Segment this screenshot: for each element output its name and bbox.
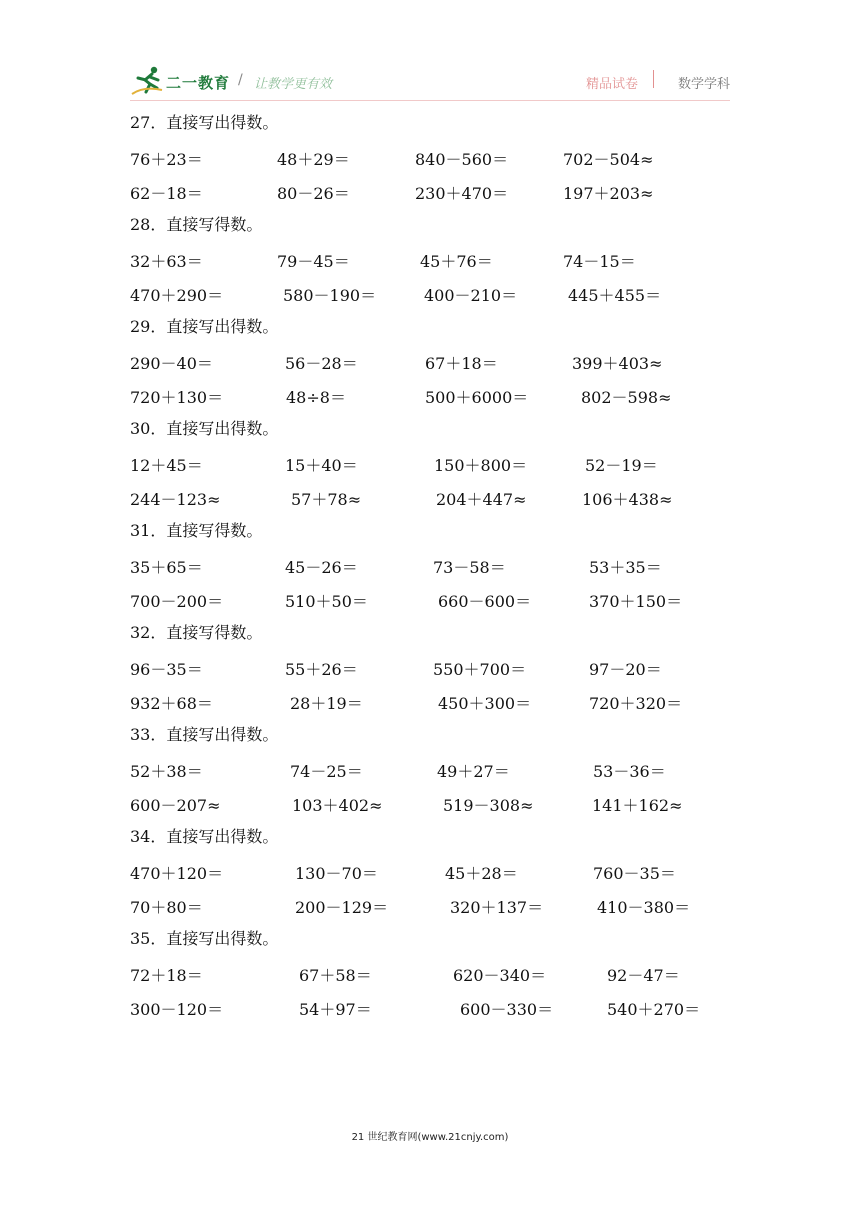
math-problem: 519－308≈ [443, 796, 534, 815]
problem-row [130, 244, 730, 278]
math-problem: 67＋58＝ [299, 966, 372, 985]
problem-row [130, 958, 730, 992]
math-problem: 370＋150＝ [589, 592, 683, 611]
math-problem: 700－200＝ [130, 592, 224, 611]
math-problem: 150＋800＝ [434, 456, 528, 475]
math-problem: 445＋455＝ [568, 286, 662, 305]
math-problem: 52－19＝ [585, 456, 658, 475]
math-problem: 73－58＝ [433, 558, 506, 577]
math-problem: 15＋40＝ [285, 456, 358, 475]
header-slash: / [238, 72, 243, 88]
math-problem: 97－20＝ [589, 660, 662, 679]
problem-row [130, 346, 730, 380]
question-title: 29．直接写出得数。 [130, 317, 279, 336]
problem-row [130, 890, 730, 924]
math-problem: 620－340＝ [453, 966, 547, 985]
math-problem: 500＋6000＝ [425, 388, 529, 407]
math-problem: 28＋19＝ [290, 694, 363, 713]
math-problem: 290－40＝ [130, 354, 213, 373]
math-problem: 45－26＝ [285, 558, 358, 577]
math-problem: 76＋23＝ [130, 150, 203, 169]
math-problem: 53＋35＝ [589, 558, 662, 577]
math-problem: 540＋270＝ [607, 1000, 701, 1019]
math-problem: 35＋65＝ [130, 558, 203, 577]
math-problem: 96－35＝ [130, 660, 203, 679]
math-problem: 103＋402≈ [292, 796, 383, 815]
math-problem: 410－380＝ [597, 898, 691, 917]
math-problem: 74－25＝ [290, 762, 363, 781]
math-problem: 45＋76＝ [420, 252, 493, 271]
problem-row [130, 788, 730, 822]
math-problem: 106＋438≈ [582, 490, 673, 509]
math-problem: 600－207≈ [130, 796, 221, 815]
math-problem: 702－504≈ [563, 150, 654, 169]
problem-row [130, 176, 730, 210]
question-title: 32．直接写得数。 [130, 623, 263, 642]
math-problem: 320＋137＝ [450, 898, 544, 917]
question-title: 28．直接写得数。 [130, 215, 263, 234]
math-problem: 802－598≈ [581, 388, 672, 407]
problem-row [130, 142, 730, 176]
math-problem: 48÷8＝ [286, 388, 346, 407]
problem-row [130, 652, 730, 686]
math-problem: 720＋320＝ [589, 694, 683, 713]
math-problem: 67＋18＝ [425, 354, 498, 373]
math-problem: 52＋38＝ [130, 762, 203, 781]
math-problem: 840－560＝ [415, 150, 509, 169]
math-problem: 70＋80＝ [130, 898, 203, 917]
math-problem: 720＋130＝ [130, 388, 224, 407]
question-list [130, 108, 730, 1026]
problem-row [130, 584, 730, 618]
math-problem: 74－15＝ [563, 252, 636, 271]
math-problem: 130－70＝ [295, 864, 378, 883]
badge-subject: 数学学科 [677, 77, 730, 92]
problem-row [130, 856, 730, 890]
question-title: 27．直接写出得数。 [130, 113, 279, 132]
problem-row [130, 754, 730, 788]
math-problem: 54＋97＝ [299, 1000, 372, 1019]
brand-slogan: 让教学更有效 [254, 77, 333, 92]
math-problem: 399＋403≈ [572, 354, 663, 373]
problem-row [130, 482, 730, 516]
math-problem: 760－35＝ [593, 864, 676, 883]
math-problem: 510＋50＝ [285, 592, 368, 611]
problem-row [130, 380, 730, 414]
math-problem: 580－190＝ [283, 286, 377, 305]
page-footer: 21 世纪教育网(www.21cnjy.com) [351, 1132, 509, 1143]
question-title: 30．直接写出得数。 [130, 419, 279, 438]
math-problem: 932＋68＝ [130, 694, 213, 713]
math-problem: 300－120＝ [130, 1000, 224, 1019]
header-divider [130, 100, 730, 101]
math-problem: 92－47＝ [607, 966, 680, 985]
math-problem: 80－26＝ [277, 184, 350, 203]
badge-separator [653, 70, 654, 88]
math-problem: 197＋203≈ [563, 184, 654, 203]
question-title: 35．直接写出得数。 [130, 929, 279, 948]
math-problem: 48＋29＝ [277, 150, 350, 169]
math-problem: 200－129＝ [295, 898, 389, 917]
brand-name: 二一教育 [166, 74, 231, 92]
math-problem: 49＋27＝ [437, 762, 510, 781]
page-header [130, 64, 730, 98]
math-problem: 12＋45＝ [130, 456, 203, 475]
math-problem: 600－330＝ [460, 1000, 554, 1019]
math-problem: 45＋28＝ [445, 864, 518, 883]
math-problem: 53－36＝ [593, 762, 666, 781]
math-problem: 470＋290＝ [130, 286, 224, 305]
question-title: 34．直接写出得数。 [130, 827, 279, 846]
math-problem: 660－600＝ [438, 592, 532, 611]
math-problem: 62－18＝ [130, 184, 203, 203]
math-problem: 244－123≈ [130, 490, 221, 509]
problem-row [130, 992, 730, 1026]
badge-premium-paper: 精品试卷 [585, 77, 638, 92]
math-problem: 32＋63＝ [130, 252, 203, 271]
math-problem: 204＋447≈ [436, 490, 527, 509]
math-problem: 57＋78≈ [291, 490, 362, 509]
problem-row [130, 448, 730, 482]
math-problem: 72＋18＝ [130, 966, 203, 985]
math-problem: 230＋470＝ [415, 184, 509, 203]
math-problem: 470＋120＝ [130, 864, 224, 883]
problem-row [130, 550, 730, 584]
math-problem: 400－210＝ [424, 286, 518, 305]
math-problem: 55＋26＝ [285, 660, 358, 679]
question-title: 33．直接写出得数。 [130, 725, 279, 744]
math-problem: 450＋300＝ [438, 694, 532, 713]
math-problem: 550＋700＝ [433, 660, 527, 679]
problem-row [130, 686, 730, 720]
math-problem: 79－45＝ [277, 252, 350, 271]
runner-logo-icon [130, 64, 164, 98]
math-problem: 56－28＝ [285, 354, 358, 373]
problem-row [130, 278, 730, 312]
math-problem: 141＋162≈ [592, 796, 683, 815]
question-title: 31．直接写得数。 [130, 521, 263, 540]
